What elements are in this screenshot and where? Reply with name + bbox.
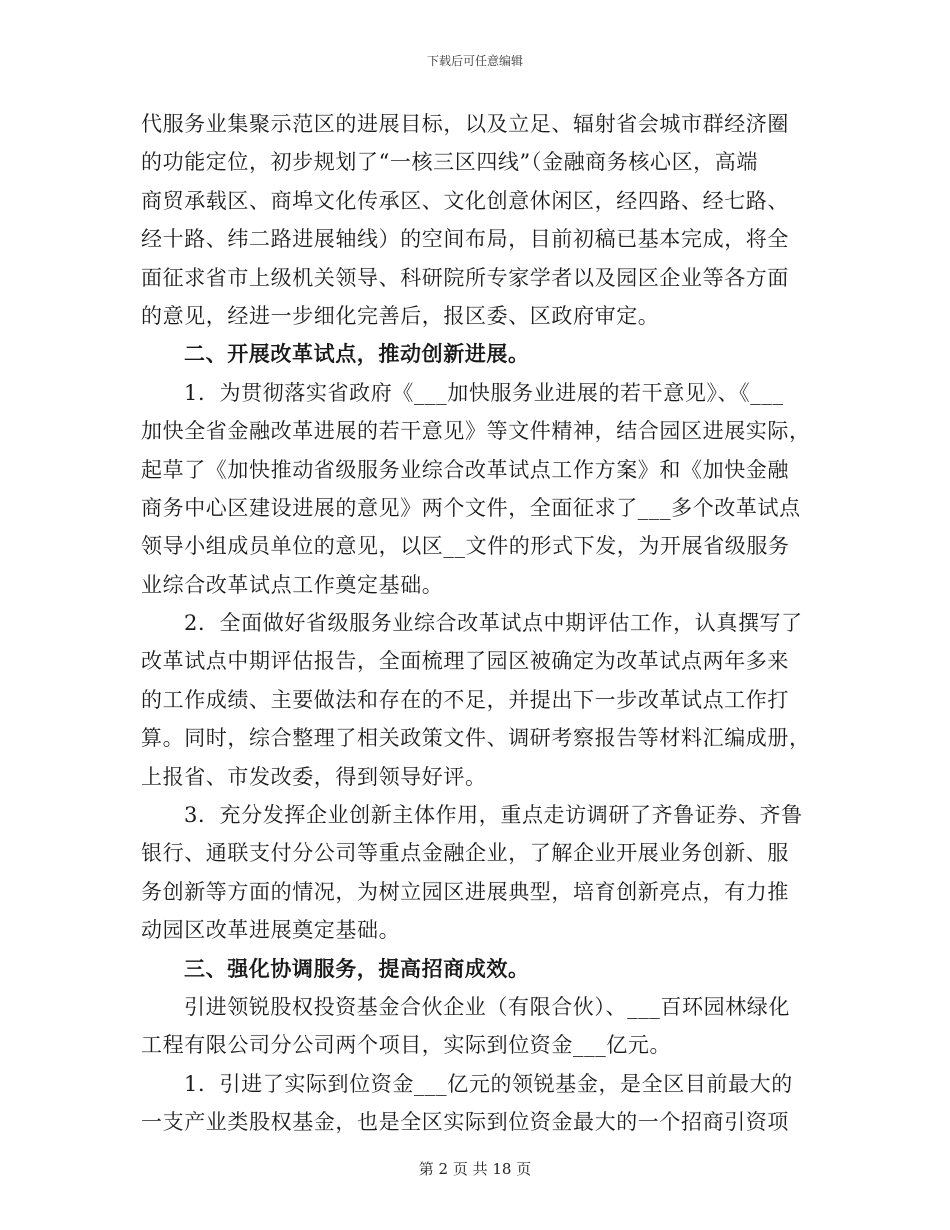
document-body [141, 105, 811, 1142]
paragraph-line: 算。同时，综合整理了相关政策文件、调研考察报告等材料汇编成册， [141, 726, 811, 751]
paragraph-line: 商务中心区建设进展的意见》两个文件，全面征求了___多个改革试点 [141, 495, 801, 520]
page-header: 下载后可任意编辑 [426, 54, 523, 68]
paragraph-line: 3．充分发挥企业创新主体作用，重点走访调研了齐鲁证券、齐鲁 [184, 803, 803, 828]
paragraph-line: 1．为贯彻落实省政府《___加快服务业进展的若干意见》、《___ [184, 380, 784, 405]
paragraph-line: 务创新等方面的情况，为树立园区进展典型，培育创新亮点，有力推 [141, 879, 789, 904]
paragraph-line: 代服务业集聚示范区的进展目标，以及立足、辐射省会城市群经济圈 [141, 112, 789, 136]
paragraph-line: 一支产业类股权基金，也是全区实际到位资金最大的一个招商引资项 [141, 1110, 789, 1135]
paragraph-line: 的功能定位，初步规划了“一核三区四线”（金融商务核心区，高端 [141, 150, 758, 175]
paragraph-line: 改革试点中期评估报告，全面梳理了园区被确定为改革试点两年多来 [141, 649, 789, 674]
paragraph-line: 动园区改革进展奠定基础。 [141, 918, 401, 943]
paragraph-line: 加快全省金融改革进展的若干意见》等文件精神，结合园区进展实际， [141, 419, 811, 444]
paragraph-line: 的工作成绩、主要做法和存在的不足，并提出下一步改革试点工作打 [141, 687, 789, 712]
section-heading: 二、开展改革试点，推动创新进展。 [184, 341, 530, 367]
paragraph-line: 的意见，经进一步细化完善后，报区委、区政府审定。 [141, 303, 660, 328]
paragraph-line: 业综合改革试点工作奠定基础。 [141, 572, 444, 597]
paragraph-line: 银行、通联支付分公司等重点金融企业，了解企业开展业务创新、服 [141, 841, 789, 866]
paragraph-line: 领导小组成员单位的意见，以区__文件的形式下发，为开展省级服务 [141, 534, 790, 559]
paragraph-line: 2．全面做好省级服务业综合改革试点中期评估工作，认真撰写了 [184, 611, 803, 636]
paragraph-line: 上报省、市发改委，得到领导好评。 [141, 764, 487, 789]
paragraph-line: 经十路、纬二路进展轴线）的空间布局，目前初稿已基本完成，将全 [141, 227, 789, 252]
paragraph-line: 引进领锐股权投资基金合伙企业（有限合伙）、___百环园林绿化 [184, 994, 790, 1019]
paragraph-line: 面征求省市上级机关领导、科研院所专家学者以及园区企业等各方面 [141, 265, 789, 290]
paragraph-line: 起草了《加快推动省级服务业综合改革试点工作方案》和《加快金融 [141, 457, 789, 482]
paragraph-line: 工程有限公司分公司两个项目，实际到位资金___亿元。 [141, 1033, 672, 1058]
section-heading: 三、强化协调服务，提高招商成效。 [184, 955, 530, 981]
page-footer: 第 2 页 共 18 页 [418, 1160, 532, 1178]
paragraph-line: 1．引进了实际到位资金___亿元的领锐基金，是全区目前最大的 [184, 1071, 793, 1096]
paragraph-line: 商贸承载区、商埠文化传承区、文化创意休闲区，经四路、经七路、 [141, 188, 789, 213]
